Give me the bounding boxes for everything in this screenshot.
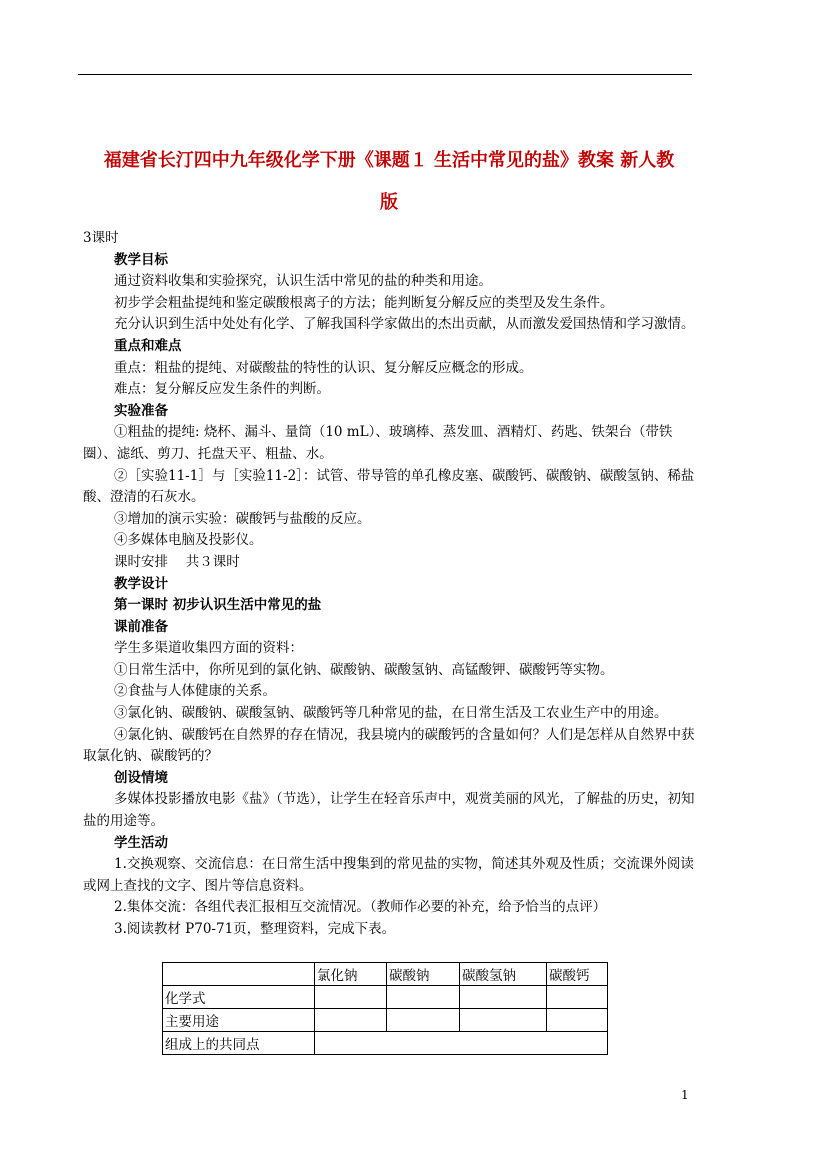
table-cell <box>460 986 547 1009</box>
table-row-label: 主要用途 <box>163 1009 315 1032</box>
body-paragraph: 1.交换观察、交流信息：在日常生活中搜集到的常见盐的实物，简述其外观及性质；交流课外阅读或网上查找的文字、图片等信息资料。 <box>83 856 694 894</box>
table-row <box>163 1009 608 1032</box>
body-paragraph: 学生多渠道收集四方面的资料： <box>114 640 303 657</box>
table-header-cell: 碳酸钙 <box>547 963 608 986</box>
body-paragraph: ①粗盐的提纯: 烧杯、漏斗、量筒（10 mL）、玻璃棒、蒸发皿、酒精灯、药匙、铁架台（带铁圈）、滤纸、剪刀、托盘天平、粗盐、水。 <box>83 424 673 462</box>
table-cell <box>315 1009 387 1032</box>
body-paragraph: 多媒体投影播放电影《盐》（节选），让学生在轻音乐声中，观赏美丽的风光，了解盐的历史，初知盐的用途等。 <box>83 791 695 830</box>
document-body <box>83 228 697 941</box>
body-paragraph: 初步学会粗盐提纯和鉴定碳酸根离子的方法；能判断复分解反应的类型及发生条件。 <box>114 294 614 311</box>
body-paragraph: ③氯化钠、碳酸钠、碳酸氢钠、碳酸钙等几种常见的盐，在日常生活及工农业生产中的用途。 <box>114 705 668 722</box>
table-cell-merged <box>315 1032 608 1055</box>
comparison-table-wrap <box>162 962 608 1055</box>
table-header-row <box>163 963 608 986</box>
table-cell <box>460 1009 547 1032</box>
table-header-cell <box>163 963 315 986</box>
table-header-cell: 碳酸氢钠 <box>460 963 547 986</box>
table-cell <box>387 1009 460 1032</box>
section-heading: 第一课时 初步认识生活中常见的盐 <box>114 597 322 614</box>
body-paragraph: ④多媒体电脑及投影仪。 <box>114 532 263 549</box>
body-paragraph: ②食盐与人体健康的关系。 <box>114 683 276 700</box>
table-cell <box>547 1009 608 1032</box>
section-heading: 教学目标 <box>114 251 168 268</box>
table-row <box>163 986 608 1009</box>
document-title-line-2: 版 <box>380 192 398 213</box>
section-heading: 课前准备 <box>114 618 168 635</box>
section-heading: 实验准备 <box>114 402 168 419</box>
table-header-cell: 碳酸钠 <box>387 963 460 986</box>
body-paragraph: 难点：复分解反应发生条件的判断。 <box>114 381 330 398</box>
table-row-label: 化学式 <box>163 986 315 1009</box>
table-cell <box>547 986 608 1009</box>
table-cell <box>315 986 387 1009</box>
body-paragraph: ③增加的演示实验：碳酸钙与盐酸的反应。 <box>114 510 371 527</box>
section-heading: 创设情境 <box>114 769 168 786</box>
section-heading: 重点和难点 <box>114 337 182 354</box>
body-paragraph: 重点：粗盐的提纯、对碳酸盐的特性的认识、复分解反应概念的形成。 <box>114 359 533 376</box>
body-paragraph: 3课时 <box>83 230 119 246</box>
table-row-label: 组成上的共同点 <box>163 1032 315 1055</box>
section-heading: 学生活动 <box>114 834 168 851</box>
salt-comparison-table <box>162 962 608 1055</box>
body-paragraph: 2.集体交流：各组代表汇报相互交流情况。（教师作必要的补充，给予恰当的点评） <box>114 899 607 916</box>
body-paragraph: 通过资料收集和实验探究，认识生活中常见的盐的种类和用途。 <box>114 273 492 290</box>
body-paragraph: ①日常生活中，你所见到的氯化钠、碳酸钠、碳酸氢钠、高锰酸钾、碳酸钙等实物。 <box>114 661 614 678</box>
body-paragraph: ④氯化钠、碳酸钙在自然界的存在情况，我县境内的碳酸钙的含量如何？人们是怎样从自然界中获取氯化钠、碳酸钙的？ <box>83 726 695 765</box>
body-paragraph: 3.阅读教材 P70-71页，整理资料，完成下表。 <box>114 921 396 937</box>
document-title-line-1: 福建省长汀四中九年级化学下册《课题１ 生活中常见的盐》教案 新人教 <box>103 150 675 171</box>
body-paragraph: 充分认识到生活中处处有化学、了解我国科学家做出的杰出贡献，从而激发爱国热情和学习激情。 <box>114 316 695 333</box>
page-number: 1 <box>681 1088 689 1102</box>
body-paragraph: ②［实验11-1］与［实验11-2］：试管、带导管的单孔橡皮塞、碳酸钙、碳酸钠、碳酸氢钠、稀盐酸、澄清的石灰水。 <box>83 467 695 506</box>
table-row <box>163 1032 608 1055</box>
table-cell <box>387 986 460 1009</box>
body-paragraph: 课时安排 共３课时 <box>114 553 240 570</box>
header-rule <box>78 74 692 75</box>
section-heading: 教学设计 <box>114 575 168 592</box>
table-header-cell: 氯化钠 <box>315 963 387 986</box>
